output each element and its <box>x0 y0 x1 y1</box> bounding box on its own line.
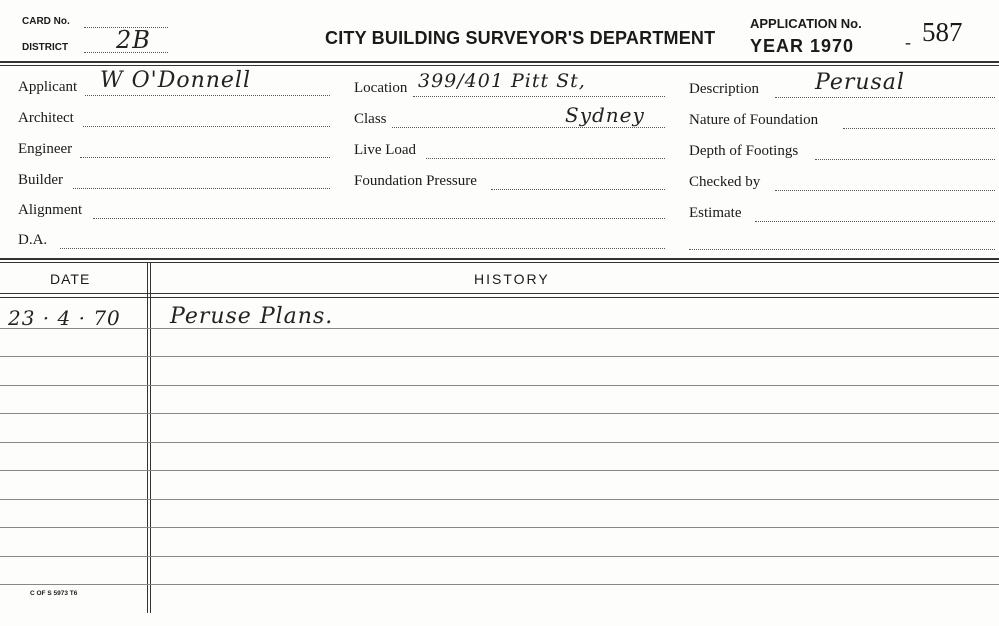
history-header: HISTORY <box>474 271 550 287</box>
foundation-pressure-label: Foundation Pressure <box>354 173 477 189</box>
location-label: Location <box>354 80 408 96</box>
header-rule-top <box>0 61 999 63</box>
nature-of-foundation-label: Nature of Foundation <box>689 112 819 128</box>
history-row-line <box>0 527 999 528</box>
builder-line <box>73 188 330 189</box>
table-header-rule-2 <box>0 297 999 298</box>
table-header-rule-1 <box>0 293 999 294</box>
estimate-label: Estimate <box>689 205 742 221</box>
alignment-line <box>93 218 665 219</box>
history-row-line <box>0 556 999 557</box>
applicant-label: Applicant <box>18 79 78 95</box>
class-line <box>392 127 665 128</box>
district-label: DISTRICT <box>22 42 69 53</box>
class-label: Class <box>354 111 387 127</box>
architect-label: Architect <box>18 110 74 126</box>
history-row-line <box>0 385 999 386</box>
applicant-line <box>85 95 330 96</box>
history-row-line <box>0 356 999 357</box>
history-row-line <box>0 470 999 471</box>
section-rule-top <box>0 258 999 260</box>
description-label: Description <box>689 81 759 97</box>
application-number: 587 <box>922 17 963 47</box>
district-value: 2B <box>116 26 151 54</box>
nature-of-foundation-line <box>843 128 995 129</box>
alignment-label: Alignment <box>18 202 83 218</box>
builder-label: Builder <box>18 172 63 188</box>
engineer-label: Engineer <box>18 141 73 157</box>
history-entry-date: 23 · 4 · 70 <box>8 306 121 330</box>
foundation-pressure-line <box>491 189 665 190</box>
application-label: APPLICATION No. <box>750 16 862 31</box>
live-load-label: Live Load <box>354 142 417 158</box>
form-code: C OF S 5973 T6 <box>30 590 78 597</box>
application-dash: - <box>905 32 911 52</box>
header-rule-bottom <box>0 65 999 66</box>
date-header: DATE <box>50 271 91 287</box>
da-line <box>60 248 665 249</box>
column-divider-inner <box>150 263 151 613</box>
extra-right-line <box>689 249 995 250</box>
history-row-line <box>0 584 999 585</box>
history-entry-text: Peruse Plans. <box>170 304 334 329</box>
da-label: D.A. <box>18 232 48 248</box>
history-row-line <box>0 442 999 443</box>
history-row-line <box>0 413 999 414</box>
depth-of-footings-label: Depth of Footings <box>689 143 799 159</box>
location-value: 399/401 Pitt St, <box>418 70 586 92</box>
history-row-line <box>0 328 999 329</box>
engineer-line <box>80 157 330 158</box>
estimate-line <box>755 221 995 222</box>
description-value: Perusal <box>815 70 905 95</box>
description-line <box>775 97 995 98</box>
column-divider <box>147 263 148 613</box>
location-value-2: Sydney <box>565 103 645 127</box>
live-load-line <box>426 158 665 159</box>
location-line <box>413 96 665 97</box>
year-label: YEAR 1970 <box>750 36 855 56</box>
checked-by-label: Checked by <box>689 174 761 190</box>
history-row-line <box>0 499 999 500</box>
depth-of-footings-line <box>815 159 995 160</box>
architect-line <box>83 126 330 127</box>
department-title: CITY BUILDING SURVEYOR'S DEPARTMENT <box>325 28 716 48</box>
checked-by-line <box>775 190 995 191</box>
card-no-label: CARD No. <box>22 16 70 27</box>
applicant-value: W O'Donnell <box>100 68 252 93</box>
